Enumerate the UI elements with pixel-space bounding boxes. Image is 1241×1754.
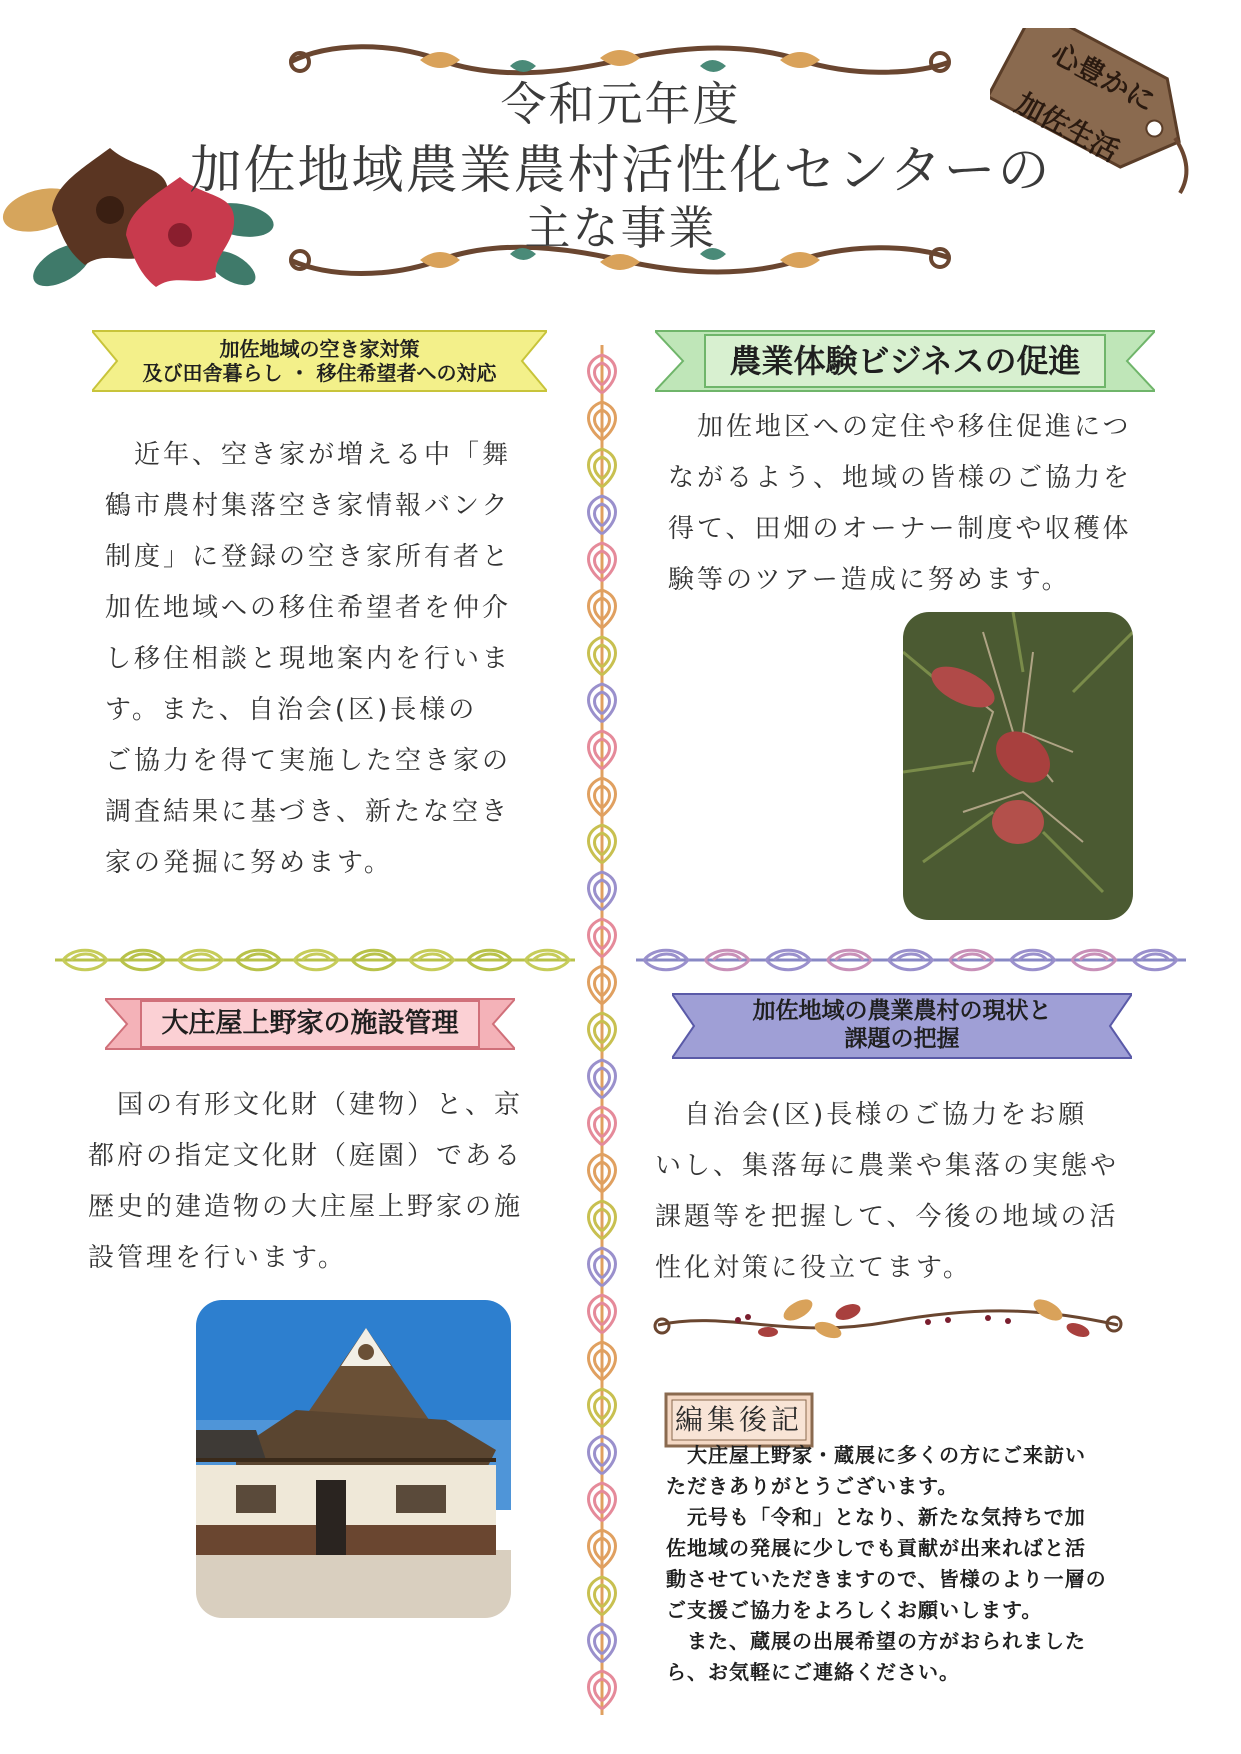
taiken-body xyxy=(668,402,1148,606)
hang-tag-line2: 加佐生活 xyxy=(1010,86,1125,169)
taiken-body-line: 得て、田畑のオーナー制度や収穫体 xyxy=(668,514,1132,544)
hang-tag-line1: 心豊かに xyxy=(1046,36,1161,119)
taiken-body-line: 験等のツアー造成に努めます。 xyxy=(668,565,1071,595)
editor-note-heading: 編集後記 xyxy=(674,1403,803,1436)
branch-ornament xyxy=(648,1290,1128,1350)
editor-note-body xyxy=(666,1440,1136,1688)
genjo-heading-ribbon xyxy=(672,990,1132,1062)
genjo-body-line: 自治会(区)長様のご協力をお願 xyxy=(655,1100,1088,1130)
taiken-heading: 農業体験ビジネスの促進 xyxy=(729,341,1081,380)
genjo-body-line: いし、集落毎に農業や集落の実態や xyxy=(655,1151,1120,1181)
akiya-heading-ribbon xyxy=(92,325,547,397)
akiya-body-line: 加佐地域への移住希望者を仲介 xyxy=(105,593,512,623)
akiya-body-line: し移住相談と現地案内を行いま xyxy=(105,644,512,674)
genjo-body-line: 課題等を把握して、今後の地域の活 xyxy=(655,1202,1119,1232)
akiya-body-line: 家の発掘に努めます。 xyxy=(105,848,393,878)
leaf-divider-left xyxy=(55,945,575,975)
ueno-body xyxy=(88,1080,568,1284)
taiken-body-line: 加佐地区への定住や移住促進につ xyxy=(668,412,1132,442)
genjo-heading-line1: 加佐地域の農業農村の現状と xyxy=(752,998,1052,1025)
akiya-body-line: ご協力を得て実施した空き家の xyxy=(105,746,512,776)
editor-note-line: ら、お気軽にご連絡ください。 xyxy=(666,1660,960,1684)
ueno-heading-ribbon xyxy=(105,993,515,1055)
akiya-body-line: 鶴市農村集落空き家情報バンク xyxy=(105,491,511,521)
akiya-heading-line2: 及び田舎暮らし ・ 移住希望者への対応 xyxy=(142,361,497,385)
akiya-body-line: す。また、自治会(区)長様の xyxy=(105,695,478,725)
akiya-body-line: 制度」に登録の空き家所有者と xyxy=(105,542,512,572)
editor-note-line: 元号も「令和」となり、新たな気持ちで加 xyxy=(666,1505,1086,1529)
page-title-line1: 令和元年度 xyxy=(500,77,741,131)
editor-note-line: 動させていただきますので、皆様のより一層の xyxy=(666,1567,1107,1591)
ueno-body-line: 歴史的建造物の大庄屋上野家の施 xyxy=(88,1192,524,1222)
ueno-house-photo xyxy=(196,1300,511,1618)
taiken-heading-ribbon xyxy=(655,325,1155,397)
genjo-body xyxy=(655,1090,1145,1294)
sweet-potato-photo xyxy=(903,612,1133,920)
hang-tag xyxy=(990,28,1205,168)
ueno-body-line: 都府の指定文化財（庭園）である xyxy=(88,1141,524,1171)
page-title-line2: 加佐地域農業農村活性化センターの xyxy=(189,141,1052,201)
akiya-body-line: 近年、空き家が増える中「舞 xyxy=(105,440,512,470)
ueno-body-line: 設管理を行います。 xyxy=(88,1243,347,1273)
ueno-body-line: 国の有形文化財（建物）と、京 xyxy=(88,1090,524,1120)
taiken-body-line: ながるよう、地域の皆様のご協力を xyxy=(668,463,1133,493)
ueno-heading: 大庄屋上野家の施設管理 xyxy=(161,1007,459,1039)
akiya-body-line: 調査結果に基づき、新たな空き xyxy=(105,797,510,827)
akiya-heading-line1: 加佐地域の空き家対策 xyxy=(219,337,420,361)
editor-note-line: 佐地域の発展に少しでも貢献が出来ればと活 xyxy=(666,1536,1086,1560)
page-title-line3: 主な事業 xyxy=(524,201,717,255)
editor-note-line: ご支援ご協力をよろしくお願いします。 xyxy=(666,1598,1043,1622)
editor-note-line: 大庄屋上野家・蔵展に多くの方にご来訪い xyxy=(666,1443,1086,1467)
genjo-heading-line2: 課題の把握 xyxy=(844,1026,960,1052)
editor-note-line: また、蔵展の出展希望の方がおられました xyxy=(666,1629,1086,1653)
editor-note-line: ただきありがとうございます。 xyxy=(666,1474,959,1498)
akiya-body xyxy=(105,430,555,889)
leaf-divider-right xyxy=(636,945,1186,975)
center-vine-divider xyxy=(580,345,624,1715)
genjo-body-line: 性化対策に役立てます。 xyxy=(655,1253,972,1283)
